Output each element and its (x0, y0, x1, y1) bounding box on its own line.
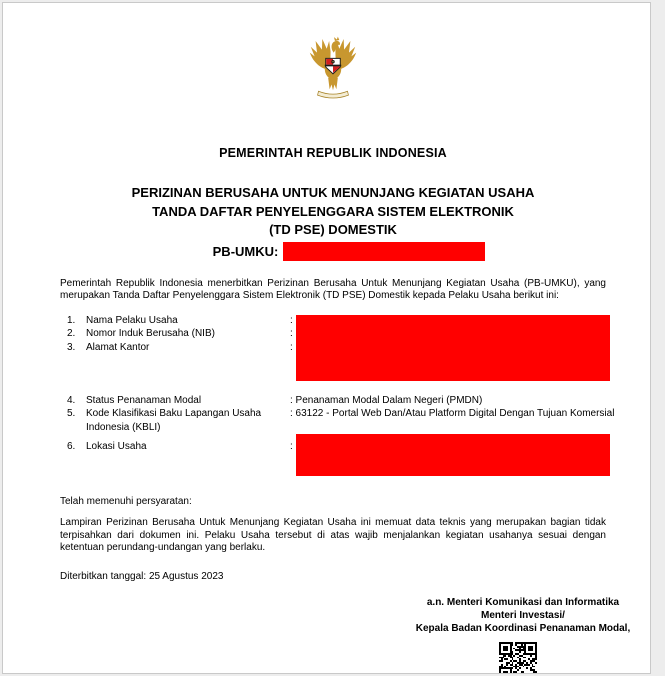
document-title-line-3: (TD PSE) DOMESTIK (269, 222, 397, 237)
field-number: 3. (67, 341, 76, 353)
qr-code-wrap (499, 642, 539, 674)
field-colon: : (290, 315, 293, 327)
intro-paragraph: Pemerintah Republik Indonesia menerbitkan Perizinan Berusaha Untuk Menunjang Kegiatan Usaha (PB-UMKU), yang merupakan Tanda Daftar Penyelenggara Sistem Elektronik (TD PSE) Domestik kepada Pelaku Usaha berikut ini: (60, 277, 606, 302)
field-value: : Penanaman Modal Dalam Negeri (PMDN) (290, 395, 483, 407)
signature-line-2: Menteri Investasi/ (481, 610, 565, 622)
field-row-5 (67, 407, 630, 433)
field-row-2 (67, 327, 296, 340)
document-title-line-2: TANDA DAFTAR PENYELENGGARA SISTEM ELEKTRONIK (152, 203, 514, 219)
field-row-1 (67, 314, 296, 327)
field-label: Nomor Induk Berusaha (NIB) (86, 328, 215, 340)
emblem-wrap (60, 35, 606, 108)
field-row-3 (67, 341, 296, 354)
issued-date: Diterbitkan tanggal: 25 Agustus 2023 (60, 571, 224, 583)
document-title-line-1: PERIZINAN BERUSAHA UNTUK MENUNJANG KEGIATAN USAHA (131, 185, 535, 200)
requirements-note: Telah memenuhi persyaratan: (60, 495, 192, 507)
field-label: Nama Pelaku Usaha (86, 315, 178, 327)
field-label: Status Penanaman Modal (86, 395, 202, 407)
government-title: PEMERINTAH REPUBLIK INDONESIA (219, 146, 447, 160)
fields-list (67, 314, 630, 476)
field-label: Kode Klasifikasi Baku Lapangan Usaha Indonesia (KBLI) (86, 408, 262, 433)
field-label: Alamat Kantor (86, 341, 150, 353)
permit-number-label: PB-UMKU: (212, 243, 279, 259)
document-title (60, 184, 606, 240)
field-label: Lokasi Usaha (86, 440, 147, 452)
fields-group-labels (67, 314, 296, 354)
certificate-page (2, 2, 651, 674)
fields-group-1-3 (67, 314, 630, 381)
permit-number-row (76, 242, 622, 261)
field-number: 6. (67, 440, 76, 452)
field-colon: : (290, 341, 293, 353)
field-colon: : (290, 440, 293, 452)
qr-code (499, 642, 537, 674)
garuda-pancasila-emblem (304, 35, 362, 108)
field-row-4 (67, 394, 630, 407)
permit-number-redaction-box (283, 242, 485, 261)
signature-line-1: a.n. Menteri Komunikasi dan Informatika (426, 597, 620, 609)
field-number: 2. (67, 328, 76, 340)
field-value: : 63122 - Portal Web Dan/Atau Platform Digital Dengan Tujuan Komersial (290, 408, 615, 420)
signature-line-3: Kepala Badan Koordinasi Penanaman Modal, (415, 623, 631, 635)
signature-block (408, 596, 638, 635)
redaction-box-fields-1-3 (296, 315, 610, 381)
field-number: 4. (67, 395, 76, 407)
field-number: 1. (67, 315, 76, 327)
closing-paragraph: Lampiran Perizinan Berusaha Untuk Menunjang Kegiatan Usaha ini memuat data teknis yang merupakan bagian tidak terpisahkan dari dokumen ini. Pelaku Usaha tersebut di atas wajib menjalankan kegiatan usahanya sesuai dengan ketentuan perundang-undangan yang berlaku. (60, 516, 606, 554)
field-colon: : (290, 328, 293, 340)
field-number: 5. (67, 408, 76, 420)
field-row-6-label-group (67, 434, 296, 452)
field-row-6 (67, 434, 630, 476)
redaction-box-field-6 (296, 434, 610, 476)
